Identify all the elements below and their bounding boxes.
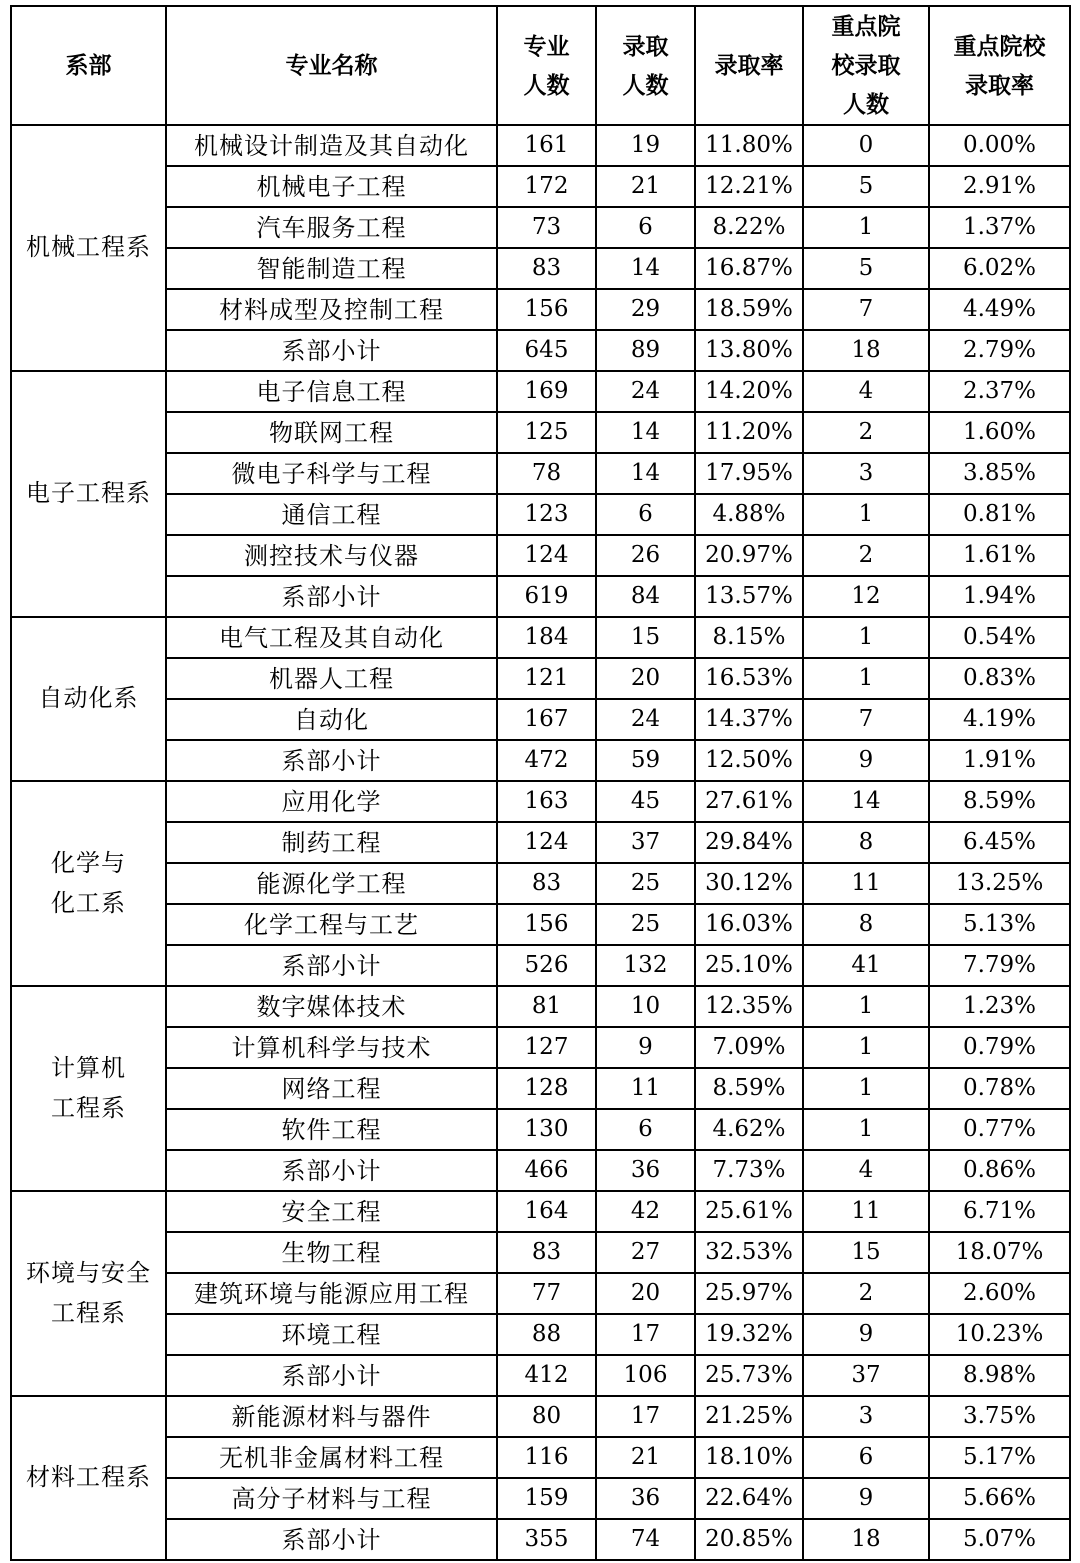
key-school-admitted-cell: 5 xyxy=(803,166,929,207)
key-school-admitted-cell: 1 xyxy=(803,207,929,248)
major-count-cell: 127 xyxy=(497,1027,596,1068)
table-row xyxy=(11,1109,1070,1150)
major-count-cell: 83 xyxy=(497,248,596,289)
key-school-rate-cell: 0.78% xyxy=(929,1068,1070,1109)
admission-rate-cell: 27.61% xyxy=(695,781,803,822)
admission-rate-cell: 16.03% xyxy=(695,904,803,945)
key-school-rate-cell: 0.79% xyxy=(929,1027,1070,1068)
key-school-rate-cell: 3.75% xyxy=(929,1396,1070,1437)
admitted-count-cell: 84 xyxy=(596,576,695,617)
table-row xyxy=(11,1150,1070,1191)
table-row xyxy=(11,1437,1070,1478)
key-school-rate-cell: 1.61% xyxy=(929,535,1070,576)
admission-rate-cell: 22.64% xyxy=(695,1478,803,1519)
admission-rate-cell: 12.35% xyxy=(695,986,803,1027)
major-name-cell: 环境工程 xyxy=(166,1314,497,1355)
major-count-cell: 156 xyxy=(497,289,596,330)
admission-rate-cell: 16.53% xyxy=(695,658,803,699)
admission-rate-cell: 25.61% xyxy=(695,1191,803,1232)
table-row xyxy=(11,371,1070,412)
admitted-count-cell: 59 xyxy=(596,740,695,781)
key-school-rate-cell: 0.77% xyxy=(929,1109,1070,1150)
key-school-admitted-cell: 6 xyxy=(803,1437,929,1478)
admission-rate-cell: 8.22% xyxy=(695,207,803,248)
table-row xyxy=(11,494,1070,535)
key-school-rate-cell: 2.79% xyxy=(929,330,1070,371)
admission-rate-cell: 17.95% xyxy=(695,453,803,494)
table-row xyxy=(11,904,1070,945)
admitted-count-cell: 9 xyxy=(596,1027,695,1068)
admission-rate-cell: 19.32% xyxy=(695,1314,803,1355)
major-count-cell: 184 xyxy=(497,617,596,658)
key-school-rate-cell: 5.13% xyxy=(929,904,1070,945)
major-name-cell: 电子信息工程 xyxy=(166,371,497,412)
admission-rate-cell: 12.50% xyxy=(695,740,803,781)
admitted-count-cell: 45 xyxy=(596,781,695,822)
major-count-cell: 121 xyxy=(497,658,596,699)
table-row xyxy=(11,658,1070,699)
admission-rate-cell: 14.37% xyxy=(695,699,803,740)
admitted-count-cell: 15 xyxy=(596,617,695,658)
header-key-school-rate: 重点院校 录取率 xyxy=(929,6,1070,125)
key-school-admitted-cell: 2 xyxy=(803,412,929,453)
key-school-admitted-cell: 4 xyxy=(803,1150,929,1191)
table-body xyxy=(11,125,1070,1560)
admitted-count-cell: 42 xyxy=(596,1191,695,1232)
table-row xyxy=(11,1355,1070,1396)
admitted-count-cell: 14 xyxy=(596,412,695,453)
key-school-rate-cell: 0.83% xyxy=(929,658,1070,699)
admitted-count-cell: 132 xyxy=(596,945,695,986)
major-name-cell: 制药工程 xyxy=(166,822,497,863)
key-school-admitted-cell: 15 xyxy=(803,1232,929,1273)
table-row xyxy=(11,945,1070,986)
key-school-rate-cell: 18.07% xyxy=(929,1232,1070,1273)
key-school-admitted-cell: 2 xyxy=(803,1273,929,1314)
key-school-admitted-cell: 37 xyxy=(803,1355,929,1396)
admitted-count-cell: 36 xyxy=(596,1478,695,1519)
key-school-rate-cell: 0.86% xyxy=(929,1150,1070,1191)
admission-rate-cell: 25.97% xyxy=(695,1273,803,1314)
key-school-rate-cell: 6.45% xyxy=(929,822,1070,863)
major-count-cell: 124 xyxy=(497,822,596,863)
table-header xyxy=(11,6,1070,125)
department-cell: 化学与 化工系 xyxy=(11,781,166,986)
key-school-admitted-cell: 5 xyxy=(803,248,929,289)
key-school-admitted-cell: 1 xyxy=(803,658,929,699)
key-school-rate-cell: 5.66% xyxy=(929,1478,1070,1519)
major-count-cell: 619 xyxy=(497,576,596,617)
major-count-cell: 645 xyxy=(497,330,596,371)
admitted-count-cell: 11 xyxy=(596,1068,695,1109)
admission-rate-cell: 18.10% xyxy=(695,1437,803,1478)
major-count-cell: 124 xyxy=(497,535,596,576)
key-school-rate-cell: 5.17% xyxy=(929,1437,1070,1478)
major-count-cell: 466 xyxy=(497,1150,596,1191)
major-count-cell: 172 xyxy=(497,166,596,207)
major-name-cell: 机械电子工程 xyxy=(166,166,497,207)
admitted-count-cell: 14 xyxy=(596,453,695,494)
major-name-cell: 安全工程 xyxy=(166,1191,497,1232)
key-school-rate-cell: 2.37% xyxy=(929,371,1070,412)
key-school-rate-cell: 3.85% xyxy=(929,453,1070,494)
admission-rate-cell: 7.09% xyxy=(695,1027,803,1068)
admitted-count-cell: 20 xyxy=(596,1273,695,1314)
major-name-cell: 新能源材料与器件 xyxy=(166,1396,497,1437)
major-count-cell: 78 xyxy=(497,453,596,494)
admitted-count-cell: 24 xyxy=(596,371,695,412)
admitted-count-cell: 21 xyxy=(596,1437,695,1478)
major-name-cell: 系部小计 xyxy=(166,330,497,371)
major-count-cell: 159 xyxy=(497,1478,596,1519)
admitted-count-cell: 37 xyxy=(596,822,695,863)
key-school-rate-cell: 13.25% xyxy=(929,863,1070,904)
table-row xyxy=(11,1519,1070,1560)
key-school-admitted-cell: 1 xyxy=(803,986,929,1027)
admitted-count-cell: 6 xyxy=(596,207,695,248)
table-row xyxy=(11,1314,1070,1355)
major-name-cell: 系部小计 xyxy=(166,945,497,986)
major-name-cell: 应用化学 xyxy=(166,781,497,822)
key-school-admitted-cell: 2 xyxy=(803,535,929,576)
major-name-cell: 智能制造工程 xyxy=(166,248,497,289)
major-count-cell: 125 xyxy=(497,412,596,453)
admission-rate-cell: 8.15% xyxy=(695,617,803,658)
key-school-rate-cell: 0.00% xyxy=(929,125,1070,166)
major-name-cell: 系部小计 xyxy=(166,576,497,617)
key-school-rate-cell: 0.54% xyxy=(929,617,1070,658)
admission-rate-cell: 14.20% xyxy=(695,371,803,412)
key-school-rate-cell: 0.81% xyxy=(929,494,1070,535)
major-count-cell: 412 xyxy=(497,1355,596,1396)
major-name-cell: 材料成型及控制工程 xyxy=(166,289,497,330)
department-cell: 电子工程系 xyxy=(11,371,166,617)
key-school-admitted-cell: 11 xyxy=(803,1191,929,1232)
admission-rate-cell: 29.84% xyxy=(695,822,803,863)
major-name-cell: 汽车服务工程 xyxy=(166,207,497,248)
department-cell: 机械工程系 xyxy=(11,125,166,371)
key-school-rate-cell: 10.23% xyxy=(929,1314,1070,1355)
admission-rate-cell: 16.87% xyxy=(695,248,803,289)
admission-rate-cell: 7.73% xyxy=(695,1150,803,1191)
major-name-cell: 通信工程 xyxy=(166,494,497,535)
admitted-count-cell: 19 xyxy=(596,125,695,166)
table-row xyxy=(11,576,1070,617)
key-school-rate-cell: 4.49% xyxy=(929,289,1070,330)
key-school-admitted-cell: 7 xyxy=(803,699,929,740)
table-row xyxy=(11,166,1070,207)
header-row xyxy=(11,6,1070,125)
key-school-rate-cell: 7.79% xyxy=(929,945,1070,986)
major-count-cell: 167 xyxy=(497,699,596,740)
major-count-cell: 83 xyxy=(497,1232,596,1273)
table-row xyxy=(11,289,1070,330)
admission-rate-cell: 13.57% xyxy=(695,576,803,617)
major-name-cell: 计算机科学与技术 xyxy=(166,1027,497,1068)
key-school-rate-cell: 8.59% xyxy=(929,781,1070,822)
major-name-cell: 电气工程及其自动化 xyxy=(166,617,497,658)
admitted-count-cell: 25 xyxy=(596,904,695,945)
table-row xyxy=(11,207,1070,248)
admission-table-container xyxy=(10,5,1071,1561)
major-count-cell: 161 xyxy=(497,125,596,166)
admission-rate-cell: 25.10% xyxy=(695,945,803,986)
department-cell: 材料工程系 xyxy=(11,1396,166,1560)
major-count-cell: 123 xyxy=(497,494,596,535)
major-name-cell: 软件工程 xyxy=(166,1109,497,1150)
admission-rate-cell: 8.59% xyxy=(695,1068,803,1109)
admitted-count-cell: 6 xyxy=(596,1109,695,1150)
table-row xyxy=(11,781,1070,822)
key-school-admitted-cell: 8 xyxy=(803,822,929,863)
key-school-rate-cell: 6.71% xyxy=(929,1191,1070,1232)
major-count-cell: 169 xyxy=(497,371,596,412)
major-count-cell: 88 xyxy=(497,1314,596,1355)
key-school-admitted-cell: 3 xyxy=(803,453,929,494)
department-cell: 计算机 工程系 xyxy=(11,986,166,1191)
key-school-rate-cell: 1.94% xyxy=(929,576,1070,617)
admission-rate-cell: 13.80% xyxy=(695,330,803,371)
key-school-rate-cell: 1.60% xyxy=(929,412,1070,453)
key-school-admitted-cell: 18 xyxy=(803,1519,929,1560)
key-school-admitted-cell: 1 xyxy=(803,1027,929,1068)
major-name-cell: 自动化 xyxy=(166,699,497,740)
key-school-admitted-cell: 41 xyxy=(803,945,929,986)
key-school-rate-cell: 2.60% xyxy=(929,1273,1070,1314)
major-name-cell: 能源化学工程 xyxy=(166,863,497,904)
table-row xyxy=(11,1396,1070,1437)
major-name-cell: 高分子材料与工程 xyxy=(166,1478,497,1519)
major-count-cell: 77 xyxy=(497,1273,596,1314)
admitted-count-cell: 26 xyxy=(596,535,695,576)
major-name-cell: 机器人工程 xyxy=(166,658,497,699)
major-name-cell: 化学工程与工艺 xyxy=(166,904,497,945)
header-major-name: 专业名称 xyxy=(166,6,497,125)
key-school-rate-cell: 1.37% xyxy=(929,207,1070,248)
table-row xyxy=(11,1191,1070,1232)
department-cell: 环境与安全 工程系 xyxy=(11,1191,166,1396)
key-school-admitted-cell: 7 xyxy=(803,289,929,330)
key-school-admitted-cell: 9 xyxy=(803,740,929,781)
admission-rate-cell: 12.21% xyxy=(695,166,803,207)
major-count-cell: 164 xyxy=(497,1191,596,1232)
major-name-cell: 系部小计 xyxy=(166,1519,497,1560)
key-school-admitted-cell: 4 xyxy=(803,371,929,412)
admitted-count-cell: 27 xyxy=(596,1232,695,1273)
major-name-cell: 数字媒体技术 xyxy=(166,986,497,1027)
admitted-count-cell: 17 xyxy=(596,1314,695,1355)
major-name-cell: 微电子科学与工程 xyxy=(166,453,497,494)
admission-rate-cell: 11.20% xyxy=(695,412,803,453)
table-row xyxy=(11,330,1070,371)
table-row xyxy=(11,1232,1070,1273)
table-row xyxy=(11,863,1070,904)
major-name-cell: 系部小计 xyxy=(166,1355,497,1396)
admitted-count-cell: 29 xyxy=(596,289,695,330)
table-row xyxy=(11,412,1070,453)
key-school-admitted-cell: 8 xyxy=(803,904,929,945)
admitted-count-cell: 74 xyxy=(596,1519,695,1560)
table-row xyxy=(11,617,1070,658)
key-school-admitted-cell: 1 xyxy=(803,617,929,658)
key-school-admitted-cell: 1 xyxy=(803,1109,929,1150)
key-school-rate-cell: 1.91% xyxy=(929,740,1070,781)
admission-rate-cell: 30.12% xyxy=(695,863,803,904)
admitted-count-cell: 89 xyxy=(596,330,695,371)
table-row xyxy=(11,248,1070,289)
key-school-rate-cell: 8.98% xyxy=(929,1355,1070,1396)
major-name-cell: 机械设计制造及其自动化 xyxy=(166,125,497,166)
table-row xyxy=(11,1027,1070,1068)
key-school-admitted-cell: 0 xyxy=(803,125,929,166)
header-admission-rate: 录取率 xyxy=(695,6,803,125)
major-count-cell: 128 xyxy=(497,1068,596,1109)
admitted-count-cell: 106 xyxy=(596,1355,695,1396)
admitted-count-cell: 21 xyxy=(596,166,695,207)
admission-rate-cell: 32.53% xyxy=(695,1232,803,1273)
key-school-admitted-cell: 9 xyxy=(803,1314,929,1355)
admission-rate-cell: 20.97% xyxy=(695,535,803,576)
table-row xyxy=(11,740,1070,781)
table-row xyxy=(11,1478,1070,1519)
table-row xyxy=(11,453,1070,494)
admitted-count-cell: 20 xyxy=(596,658,695,699)
key-school-rate-cell: 4.19% xyxy=(929,699,1070,740)
admitted-count-cell: 24 xyxy=(596,699,695,740)
header-major-count: 专业 人数 xyxy=(497,6,596,125)
major-count-cell: 81 xyxy=(497,986,596,1027)
admitted-count-cell: 6 xyxy=(596,494,695,535)
header-department: 系部 xyxy=(11,6,166,125)
key-school-admitted-cell: 14 xyxy=(803,781,929,822)
major-count-cell: 130 xyxy=(497,1109,596,1150)
table-row xyxy=(11,1068,1070,1109)
admission-rate-cell: 18.59% xyxy=(695,289,803,330)
key-school-admitted-cell: 12 xyxy=(803,576,929,617)
key-school-admitted-cell: 1 xyxy=(803,1068,929,1109)
admitted-count-cell: 10 xyxy=(596,986,695,1027)
key-school-admitted-cell: 1 xyxy=(803,494,929,535)
admission-rate-cell: 21.25% xyxy=(695,1396,803,1437)
major-count-cell: 472 xyxy=(497,740,596,781)
table-row xyxy=(11,699,1070,740)
header-admitted-count: 录取 人数 xyxy=(596,6,695,125)
admission-rate-cell: 20.85% xyxy=(695,1519,803,1560)
key-school-rate-cell: 5.07% xyxy=(929,1519,1070,1560)
major-name-cell: 建筑环境与能源应用工程 xyxy=(166,1273,497,1314)
admission-rate-cell: 11.80% xyxy=(695,125,803,166)
key-school-admitted-cell: 9 xyxy=(803,1478,929,1519)
admission-rate-cell: 4.62% xyxy=(695,1109,803,1150)
admitted-count-cell: 17 xyxy=(596,1396,695,1437)
table-row xyxy=(11,822,1070,863)
admission-rate-cell: 4.88% xyxy=(695,494,803,535)
major-name-cell: 系部小计 xyxy=(166,1150,497,1191)
key-school-rate-cell: 2.91% xyxy=(929,166,1070,207)
key-school-admitted-cell: 3 xyxy=(803,1396,929,1437)
major-count-cell: 526 xyxy=(497,945,596,986)
major-count-cell: 163 xyxy=(497,781,596,822)
key-school-admitted-cell: 18 xyxy=(803,330,929,371)
major-count-cell: 156 xyxy=(497,904,596,945)
major-count-cell: 355 xyxy=(497,1519,596,1560)
major-name-cell: 物联网工程 xyxy=(166,412,497,453)
major-count-cell: 73 xyxy=(497,207,596,248)
major-count-cell: 80 xyxy=(497,1396,596,1437)
key-school-admitted-cell: 11 xyxy=(803,863,929,904)
admitted-count-cell: 36 xyxy=(596,1150,695,1191)
admission-table xyxy=(10,5,1071,1561)
major-name-cell: 生物工程 xyxy=(166,1232,497,1273)
table-row xyxy=(11,535,1070,576)
admitted-count-cell: 25 xyxy=(596,863,695,904)
table-row xyxy=(11,986,1070,1027)
major-count-cell: 116 xyxy=(497,1437,596,1478)
key-school-rate-cell: 6.02% xyxy=(929,248,1070,289)
department-cell: 自动化系 xyxy=(11,617,166,781)
major-name-cell: 网络工程 xyxy=(166,1068,497,1109)
major-name-cell: 无机非金属材料工程 xyxy=(166,1437,497,1478)
header-key-school-admitted: 重点院 校录取 人数 xyxy=(803,6,929,125)
table-row xyxy=(11,125,1070,166)
admitted-count-cell: 14 xyxy=(596,248,695,289)
major-name-cell: 测控技术与仪器 xyxy=(166,535,497,576)
admission-rate-cell: 25.73% xyxy=(695,1355,803,1396)
table-row xyxy=(11,1273,1070,1314)
key-school-rate-cell: 1.23% xyxy=(929,986,1070,1027)
major-count-cell: 83 xyxy=(497,863,596,904)
major-name-cell: 系部小计 xyxy=(166,740,497,781)
